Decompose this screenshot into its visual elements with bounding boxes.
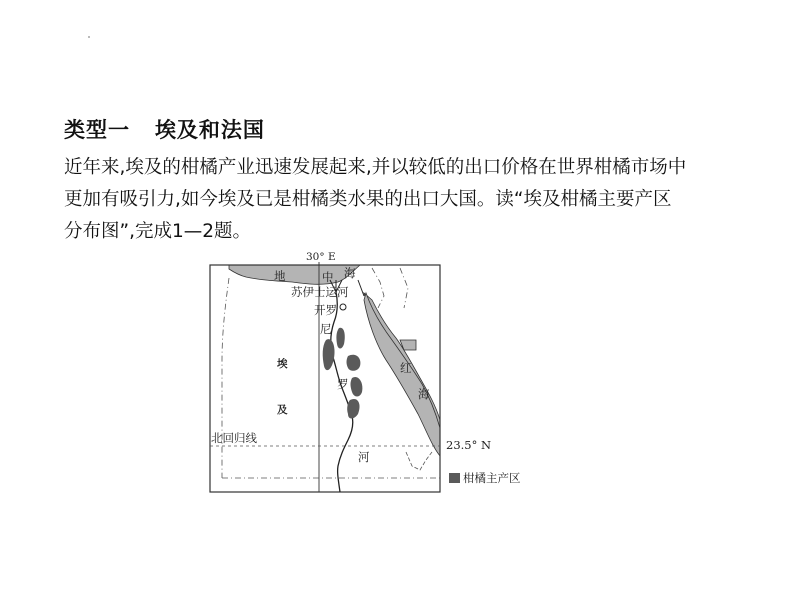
river-label-1: 尼 [320, 322, 332, 336]
western-border [222, 278, 229, 478]
orchard-zone [347, 355, 361, 371]
cairo-label: 开罗 [314, 303, 337, 317]
legend-label: 柑橘主产区 [463, 471, 521, 485]
paragraph-line-1: 近年来,埃及的柑橘产业迅速发展起来,并以较低的出口价格在世界柑橘市场中 [64, 157, 687, 178]
nile-river [331, 292, 353, 492]
legend-swatch [449, 473, 460, 483]
sea-label-3: 海 [344, 266, 356, 280]
heading-type-label: 类型一 [64, 118, 130, 142]
orchard-zone [351, 377, 363, 397]
river-label-2: 罗 [337, 377, 349, 391]
sea-label-1: 地 [274, 269, 286, 283]
sea-label-2: 中 [322, 270, 334, 284]
red-sea-label-1: 红 [400, 361, 412, 375]
country-label-2: 及 [277, 404, 288, 416]
heading-title: 埃及和法国 [154, 118, 265, 142]
sinai-border [372, 268, 384, 308]
tropic-label: 北回归线 [211, 431, 257, 445]
northeast-border [400, 268, 408, 308]
meridian-label: 30° E [306, 251, 336, 263]
sudan-border [406, 452, 432, 470]
orchard-zone [347, 399, 359, 419]
latitude-label: 23.5° N [446, 438, 492, 452]
red-sea-label-2: 海 [418, 387, 430, 401]
paragraph-line-3: 分布图”,完成1—2题。 [64, 221, 252, 242]
country-label-1: 埃 [277, 358, 288, 370]
orchard-zone [323, 339, 335, 370]
mediterranean-sea [229, 265, 360, 284]
canal-label: 苏伊士运河 [291, 285, 349, 299]
suez-canal [358, 280, 364, 296]
orchard-zone [336, 328, 344, 349]
river-label-3: 河 [358, 450, 370, 464]
paragraph-line-2: 更加有吸引力,如今埃及已是柑橘类水果的出口大国。读“埃及柑橘主要产区 [64, 189, 672, 210]
cairo-marker [340, 304, 346, 310]
